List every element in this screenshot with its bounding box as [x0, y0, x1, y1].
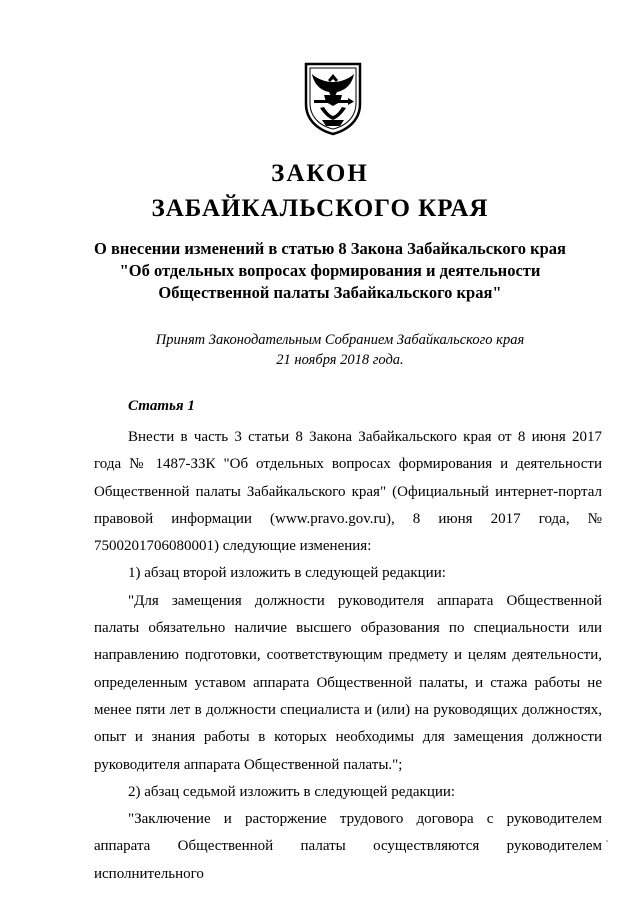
- adoption-date: 21 ноября 2018 года.: [276, 352, 404, 368]
- paragraph-amendment-intro: Внести в часть 3 статьи 8 Закона Забайкальского края от 8 июня 2017 года № 1487-ЗЗК "Об отдельных вопросах формирования и деятельности Общественной палаты Забайкальского края" (Официальный интернет-портал правовой информации (www.pravo.gov.ru), 8 июня 2017 года, № 7500201706080001) следующие изменения:: [94, 429, 602, 555]
- law-title: ЗАКОН: [271, 160, 369, 187]
- subtitle-line: "Об отдельных вопросах формирования и деятельности: [119, 261, 541, 280]
- coat-of-arms-icon: [302, 60, 364, 136]
- paragraph-quote-2: "Заключение и расторжение трудового договора с руководителем аппарата Общественной палаты осуществляются руководителем исполнительного: [94, 811, 602, 882]
- article-heading: Статья 1: [128, 398, 195, 414]
- adoption-note: [40, 330, 640, 370]
- subtitle-line: Общественной палаты Забайкальского края": [158, 283, 502, 302]
- subtitle-line: О внесении изменений в статью 8 Закона Забайкальского края: [94, 239, 566, 258]
- scan-speck: [606, 840, 608, 842]
- region-title: ЗАБАЙКАЛЬСКОГО КРАЯ: [151, 195, 489, 222]
- adoption-body: Принят Законодательным Собранием Забайкальского края: [155, 332, 525, 348]
- paragraph-quote-1: "Для замещения должности руководителя аппарата Общественной палаты обязательно наличие высшего образования по специальности или направлению подготовки, соответствующим предмету и целям деятельности, определенным уставом аппарата Общественной палаты, и стажа работы не менее пяти лет в должности специалиста и (или) на руководящих должностях, опыт и знания работы в которых необходимы для замещения должности руководителя аппарата Общественной палаты.";: [94, 592, 602, 773]
- paragraph-item-2: 2) абзац седьмой изложить в следующей редакции:: [128, 783, 456, 800]
- paragraph-item-1: 1) абзац второй изложить в следующей редакции:: [128, 565, 446, 582]
- article-body: [94, 424, 602, 888]
- law-subtitle: [40, 238, 620, 304]
